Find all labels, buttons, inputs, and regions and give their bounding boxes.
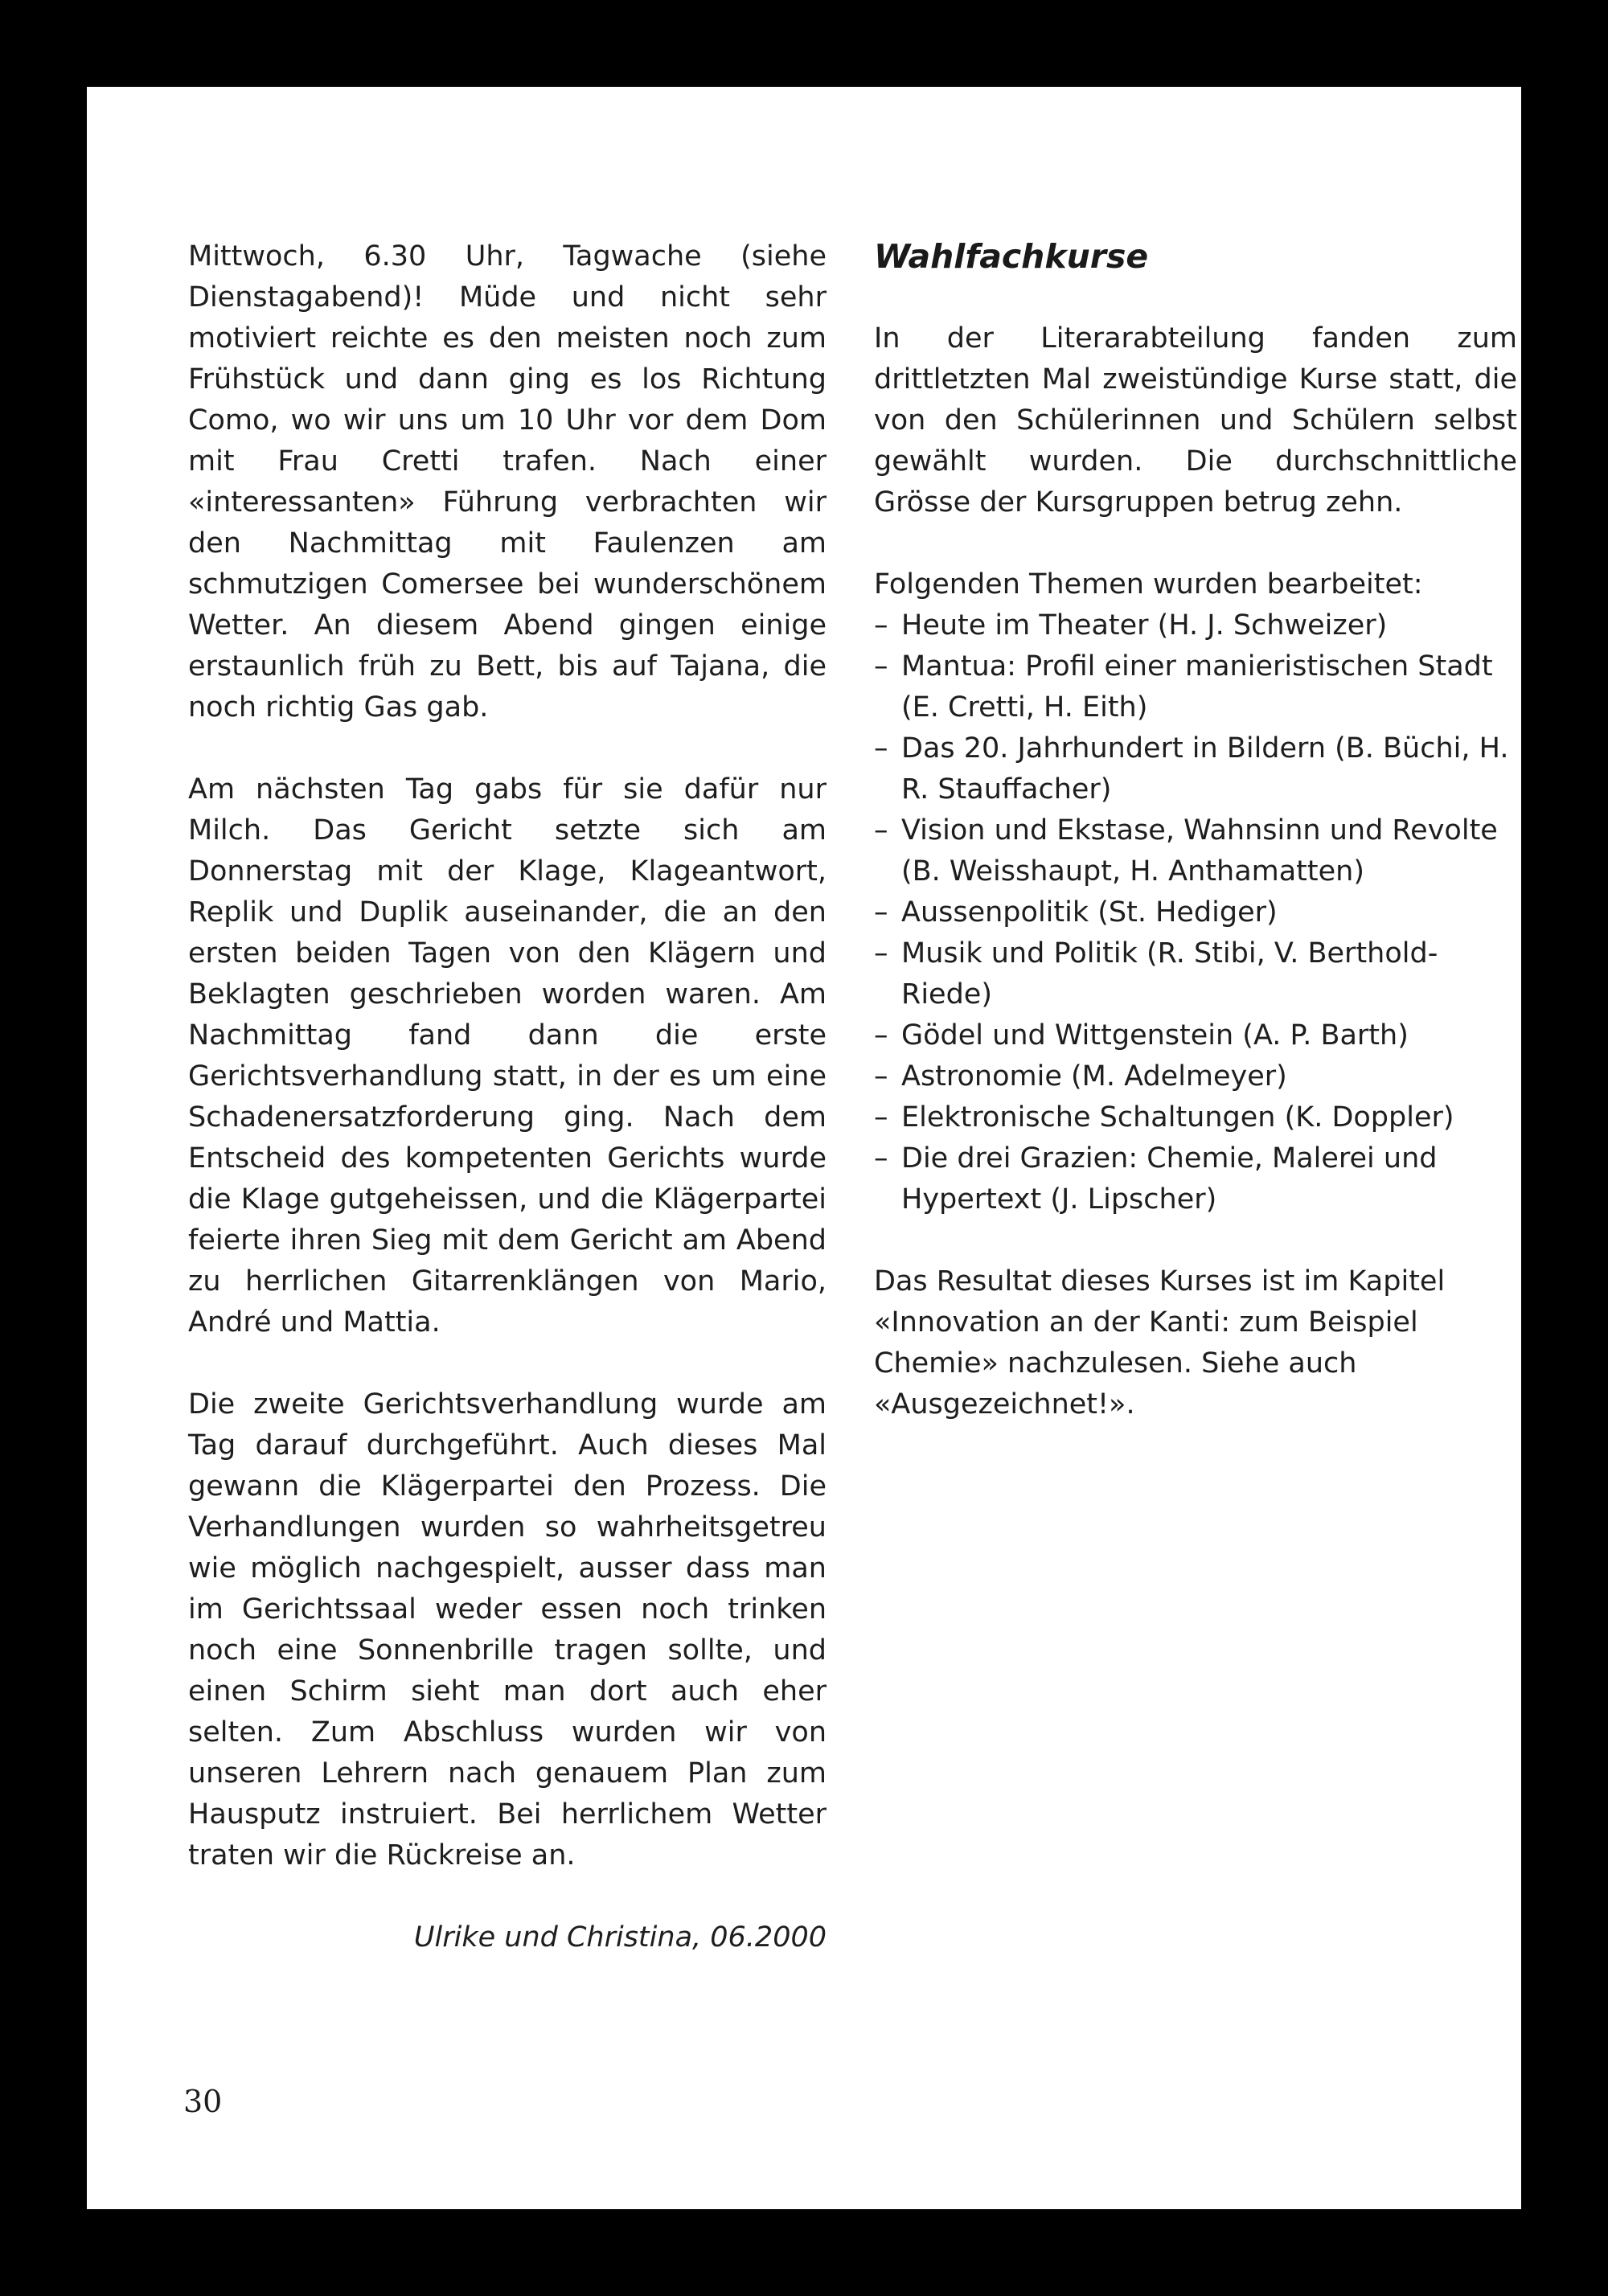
list-item [874, 605, 1517, 646]
list-dash: – [874, 732, 888, 765]
list-item [874, 728, 1517, 810]
list-item-text: Vision und Ekstase, Wahnsinn und Revolte (B. Weisshaupt, H. Anthamatten) [901, 814, 1498, 888]
list-item-text: Astronomie (M. Adelmeyer) [901, 1060, 1287, 1093]
paragraph-thursday: Am nächsten Tag gabs für sie dafür nur Milch. Das Gericht setzte sich am Donnerstag mit der Klage, Klageantwort, Replik und Duplik auseinander, die an den ersten beiden Tagen von den Klägern und Beklagten geschrieben worden waren. Am Nachmittag fand dann die erste Gerichtsverhandlung statt, in der es um eine Schadenersatzforderung ging. Nach dem Entscheid des kompetenten Gerichts wurde die Klage gutgeheissen, und die Klägerpartei feierte ihren Sieg mit dem Gericht am Abend zu herrlichen Gitarrenklängen von Mario, André und Mattia. [188, 773, 827, 1339]
list-item-text: Musik und Politik (R. Stibi, V. Berthold-Riede) [901, 937, 1438, 1011]
list-item [874, 1015, 1517, 1056]
list-item [874, 892, 1517, 933]
left-column [188, 236, 827, 1958]
list-item [874, 1056, 1517, 1097]
list-dash: – [874, 609, 888, 642]
list-dash: – [874, 937, 888, 970]
paragraph-wednesday: Mittwoch, 6.30 Uhr, Tagwache (siehe Dienstagabend)! Müde und nicht sehr motiviert reichte es den meisten noch zum Frühstück und dann ging es los Richtung Como, wo wir uns um 10 Uhr vor dem Dom mit Frau Cretti trafen. Nach einer «interessanten» Führung verbrachten wir den Nachmittag mit Faulenzen am schmutzigen Comersee bei wunderschönem Wetter. An diesem Abend gingen einige erstaunlich früh zu Bett, bis auf Tajana, die noch richtig Gas gab. [188, 240, 827, 724]
paragraph-second-trial: Die zweite Gerichtsverhandlung wurde am Tag darauf durchgeführt. Auch dieses Mal gewann die Klägerpartei den Prozess. Die Verhandlungen wurden so wahrheitsgetreu wie möglich nachgespielt, ausser dass man im Gerichtssaal weder essen noch trinken noch eine Sonnenbrille tragen sollte, und einen Schirm sieht man dort auch eher selten. Zum Abschluss wurden wir von unseren Lehrern nach genauem Plan zum Hausputz instruiert. Bei herrlichem Wetter traten wir die Rückreise an. [188, 1388, 827, 1872]
list-item-text: Heute im Theater (H. J. Schweizer) [901, 609, 1388, 642]
outro-paragraph: Das Resultat dieses Kurses ist im Kapitel «Innovation an der Kanti: zum Beispiel Chemie» nachzulesen. Siehe auch «Ausgezeichnet!». [874, 1265, 1446, 1421]
list-item-text: Aussenpolitik (St. Hediger) [901, 896, 1278, 929]
list-item-text: Elektronische Schaltungen (K. Doppler) [901, 1101, 1454, 1134]
page-number: 30 [183, 2084, 223, 2119]
list-item [874, 646, 1517, 728]
list-item-text: Mantua: Profil einer manieristischen Stadt (E. Cretti, H. Eith) [901, 650, 1493, 724]
list-dash: – [874, 650, 888, 683]
list-dash: – [874, 896, 888, 929]
signature: Ulrike und Christina, 06.2000 [413, 1921, 827, 1954]
list-item-text: Die drei Grazien: Chemie, Malerei und Hypertext (J. Lipscher) [901, 1142, 1438, 1216]
list-dash: – [874, 1142, 888, 1175]
list-item [874, 933, 1517, 1015]
list-item [874, 1097, 1517, 1138]
list-dash: – [874, 1019, 888, 1052]
topics-label: Folgenden Themen wurden bearbeitet: [874, 568, 1423, 601]
list-item-text: Das 20. Jahrhundert in Bildern (B. Büchi, H. R. Stauffacher) [901, 732, 1509, 806]
right-column [874, 236, 1517, 1466]
list-item [874, 810, 1517, 892]
list-dash: – [874, 814, 888, 847]
list-dash: – [874, 1101, 888, 1134]
topics-list [874, 605, 1517, 1220]
list-dash: – [874, 1060, 888, 1093]
list-item [874, 1138, 1517, 1220]
intro-paragraph: In der Literarabteilung fanden zum drittletzten Mal zweistündige Kurse statt, die von den Schülerinnen und Schülern selbst gewählt wurden. Die durchschnittliche Grösse der Kursgruppen betrug zehn. [874, 322, 1517, 519]
section-heading: Wahlfachkurse [874, 237, 1149, 276]
list-item-text: Gödel und Wittgenstein (A. P. Barth) [901, 1019, 1409, 1052]
document-page [87, 87, 1521, 2209]
